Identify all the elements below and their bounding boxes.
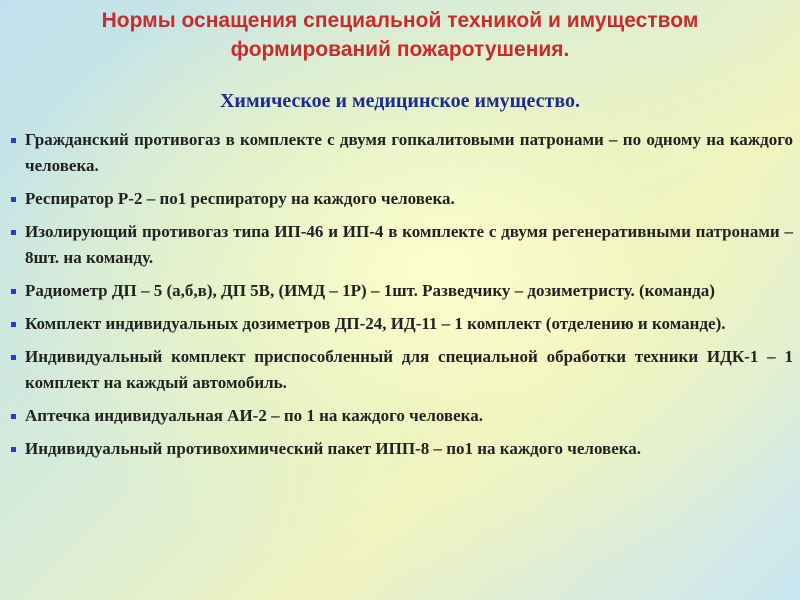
list-item-text: Комплект индивидуальных дозиметров ДП-24, ИД-11 – 1 комплект (отделению и команде).	[25, 314, 726, 333]
bullet-square-icon	[11, 355, 16, 360]
list-item-text: Респиратор Р-2 – по1 респиратору на каждого человека.	[25, 189, 455, 208]
list-item	[10, 311, 793, 337]
list-item	[10, 436, 793, 462]
list-item-text: Изолирующий противогаз типа ИП-46 и ИП-4 в комплекте с двумя регенеративными патронами – 8шт. на команду.	[25, 222, 793, 267]
list-item	[10, 186, 793, 212]
list-item	[10, 344, 793, 396]
equipment-list	[10, 127, 793, 469]
bullet-square-icon	[11, 289, 16, 294]
bullet-square-icon	[11, 322, 16, 327]
list-item-text: Аптечка индивидуальная АИ-2 – по 1 на каждого человека.	[25, 406, 483, 425]
bullet-square-icon	[11, 414, 16, 419]
list-item	[10, 278, 793, 304]
bullet-square-icon	[11, 197, 16, 202]
list-item-text: Индивидуальный комплект приспособленный для специальной обработки техники ИДК-1 – 1 комплект на каждый автомобиль.	[25, 347, 793, 392]
bullet-square-icon	[11, 230, 16, 235]
slide-title	[0, 6, 800, 64]
list-item-text: Индивидуальный противохимический пакет ИПП-8 – по1 на каждого человека.	[25, 439, 642, 458]
list-item	[10, 127, 793, 179]
list-item-text: Гражданский противогаз в комплекте с двумя гопкалитовыми патронами – по одному на каждого человека.	[25, 130, 793, 175]
bullet-square-icon	[11, 138, 16, 143]
list-item-text: Радиометр ДП – 5 (а,б,в), ДП 5В, (ИМД – 1Р) – 1шт. Разведчику – дозиметристу. (команда)	[25, 281, 715, 300]
bullet-square-icon	[11, 447, 16, 452]
title-line-1: Нормы оснащения специальной техникой и имуществом	[101, 9, 699, 32]
list-item	[10, 403, 793, 429]
list-item	[10, 219, 793, 271]
title-line-2: формирований пожаротушения.	[230, 38, 570, 61]
section-subtitle: Химическое и медицинское имущество.	[219, 90, 581, 112]
